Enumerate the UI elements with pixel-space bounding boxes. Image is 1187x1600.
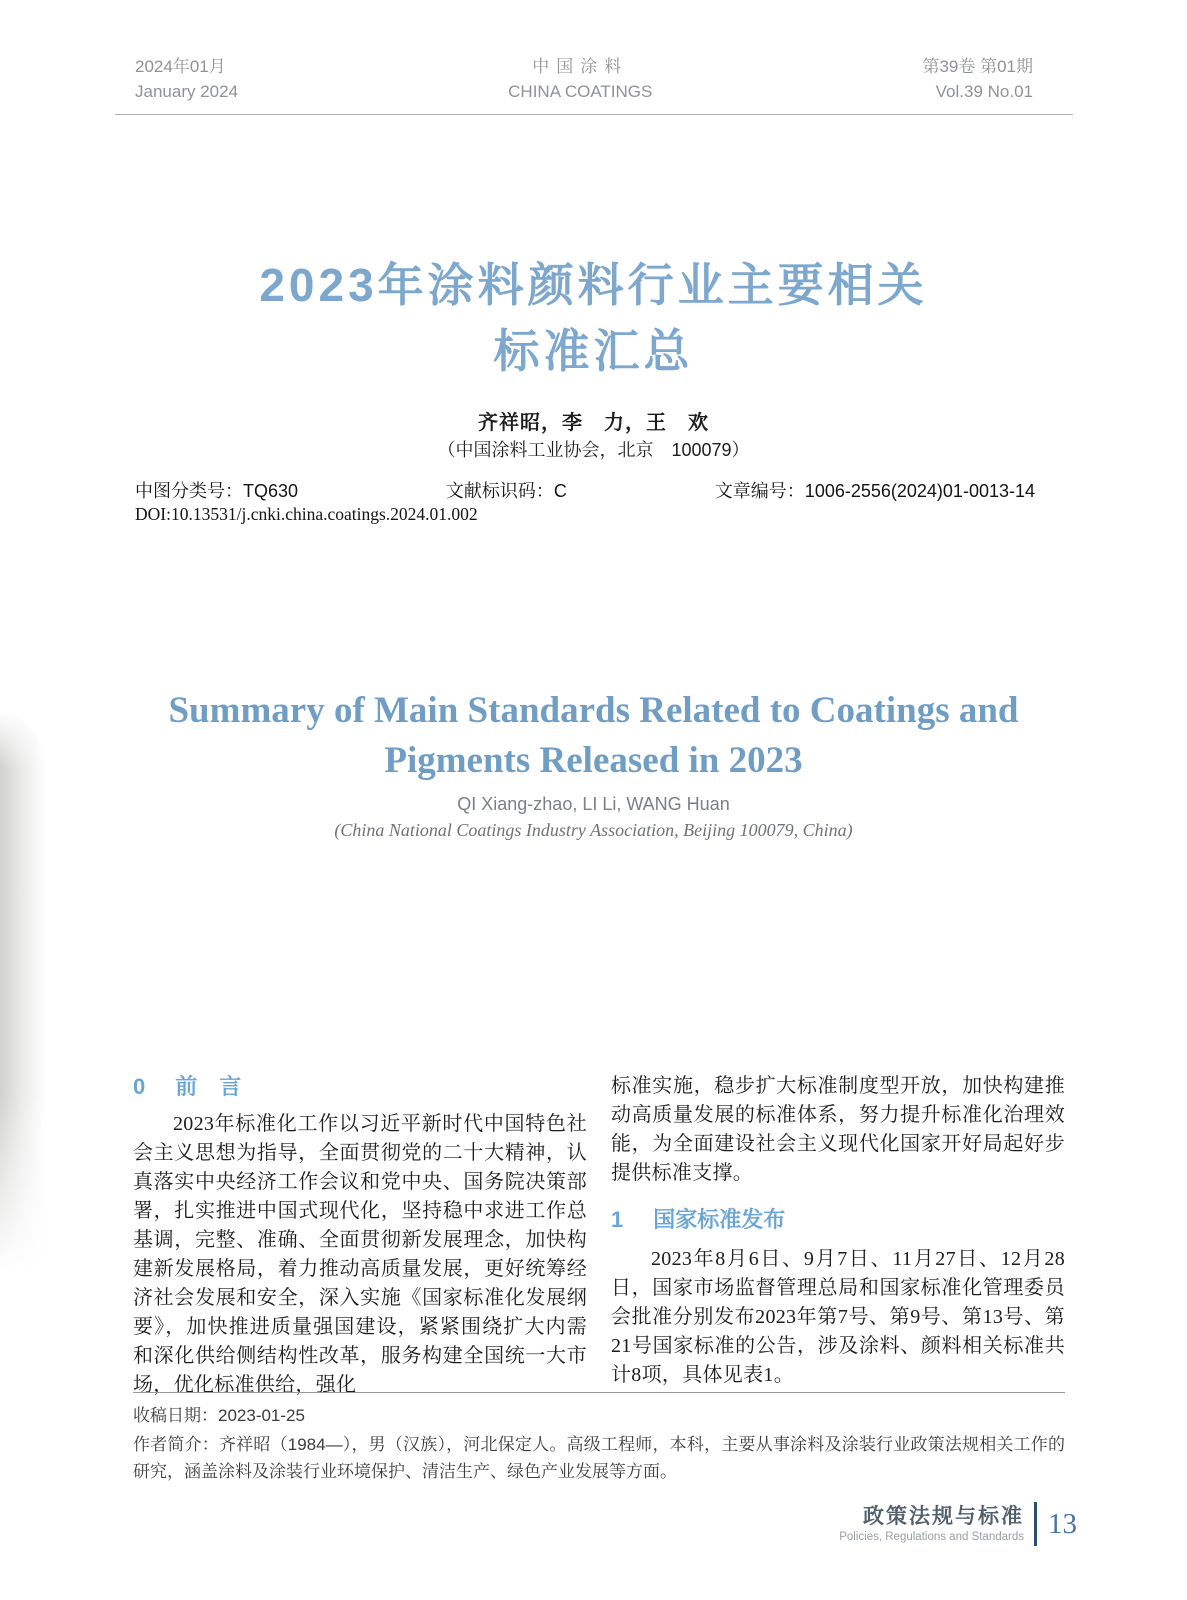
footer-divider-bar bbox=[1034, 1502, 1037, 1546]
article-title-en-line1: Summary of Main Standards Related to Coatings and bbox=[168, 690, 1019, 731]
section-1-number: 1 bbox=[611, 1207, 624, 1232]
footer-section-en: Policies, Regulations and Standards bbox=[839, 1531, 1024, 1543]
footnote-received-date: 收稿日期：2023-01-25 bbox=[133, 1406, 305, 1425]
footnote-author-bio: 作者简介：齐祥昭（1984—），男（汉族），河北保定人。高级工程师，本科，主要从事涂料及涂装行业政策法规相关工作的研究，涵盖涂料及涂装行业环境保护、清洁生产、绿色产业发展等方面。 bbox=[133, 1434, 1065, 1481]
volume-issue-en: Vol.39 No.01 bbox=[935, 82, 1033, 101]
journal-name-zh: 中国涂料 bbox=[532, 57, 629, 76]
journal-header bbox=[115, 54, 1073, 115]
footer-section-zh: 政策法规与标准 bbox=[863, 1505, 1024, 1528]
section-0-heading bbox=[133, 1072, 587, 1102]
article-meta-row bbox=[135, 477, 1035, 503]
meta-clc: 中图分类号：TQ630 bbox=[135, 481, 299, 501]
footnotes bbox=[133, 1392, 1065, 1487]
page-number: 13 bbox=[1048, 1507, 1077, 1540]
issue-date-zh: 2024年01月 bbox=[135, 57, 226, 76]
journal-name-en: CHINA COATINGS bbox=[508, 82, 653, 101]
body-column-right bbox=[611, 1072, 1065, 1400]
section-0-paragraph-right: 标准实施，稳步扩大标准制度型开放，加快构建推动高质量发展的标准体系，努力提升标准化治理效能，为全面建设社会主义现代化国家开好局起好步提供标准支撑。 bbox=[611, 1075, 1065, 1184]
article-title-zh-line1: 2023年涂料颜料行业主要相关 bbox=[259, 259, 928, 311]
section-1-title: 国家标准发布 bbox=[653, 1207, 786, 1232]
page-curl-shadow bbox=[0, 712, 52, 1272]
section-0-title: 前 言 bbox=[175, 1074, 242, 1099]
affiliation-en: (China National Coatings Industry Association, Beijing 100079, China) bbox=[334, 820, 853, 840]
footer-section-name bbox=[839, 1505, 1024, 1543]
article-body bbox=[133, 1072, 1065, 1400]
meta-article-id: 文章编号：1006-2556(2024)01-0013-14 bbox=[714, 481, 1035, 501]
article-title-en bbox=[0, 686, 1187, 786]
authors-zh: 齐祥昭，李 力，王 欢 bbox=[478, 412, 709, 434]
authors-en: QI Xiang-zhao, LI Li, WANG Huan bbox=[457, 794, 730, 814]
volume-issue-zh: 第39卷 第01期 bbox=[922, 57, 1033, 76]
meta-doc-code: 文献标识码：C bbox=[445, 481, 567, 501]
header-issue-date bbox=[135, 54, 238, 104]
section-0-paragraph-left: 2023年标准化工作以习近平新时代中国特色社会主义思想为指导，全面贯彻党的二十大精神，认真落实中央经济工作会议和党中央、国务院决策部署，扎实推进中国式现代化，坚持稳中求进工作总基调，完整、准确、全面贯彻新发展理念，加快构建新发展格局，着力推动高质量发展，更好统筹经济社会发展和安全，深入实施《国家标准化发展纲要》，加快推进质量强国建设，紧紧围绕扩大内需和深化供给侧结构性改革，服务构建全国统一大市场，优化标准供给，强化 bbox=[133, 1113, 587, 1396]
affiliation-zh: （中国涂料工业协会，北京 100079） bbox=[437, 440, 750, 460]
body-column-left bbox=[133, 1072, 587, 1400]
article-title-en-line2: Pigments Released in 2023 bbox=[384, 740, 803, 781]
section-1-paragraph: 2023年8月6日、9月7日、11月27日、12月28日，国家市场监督管理总局和国家标准化管理委员会批准分别发布2023年第7号、第9号、第13号、第21号国家标准的公告，涉及涂料、颜料相关标准共计8项，具体见表1。 bbox=[611, 1248, 1065, 1386]
article-title-zh-line2: 标准汇总 bbox=[493, 325, 694, 377]
page-footer bbox=[839, 1502, 1077, 1546]
section-0-number: 0 bbox=[133, 1074, 146, 1099]
doi: DOI:10.13531/j.cnki.china.coatings.2024.01.002 bbox=[135, 504, 478, 524]
header-journal-name bbox=[508, 54, 652, 104]
section-1-heading bbox=[611, 1205, 1065, 1235]
article-title-zh bbox=[0, 252, 1187, 384]
header-volume-issue bbox=[922, 54, 1069, 104]
issue-date-en: January 2024 bbox=[135, 82, 239, 101]
